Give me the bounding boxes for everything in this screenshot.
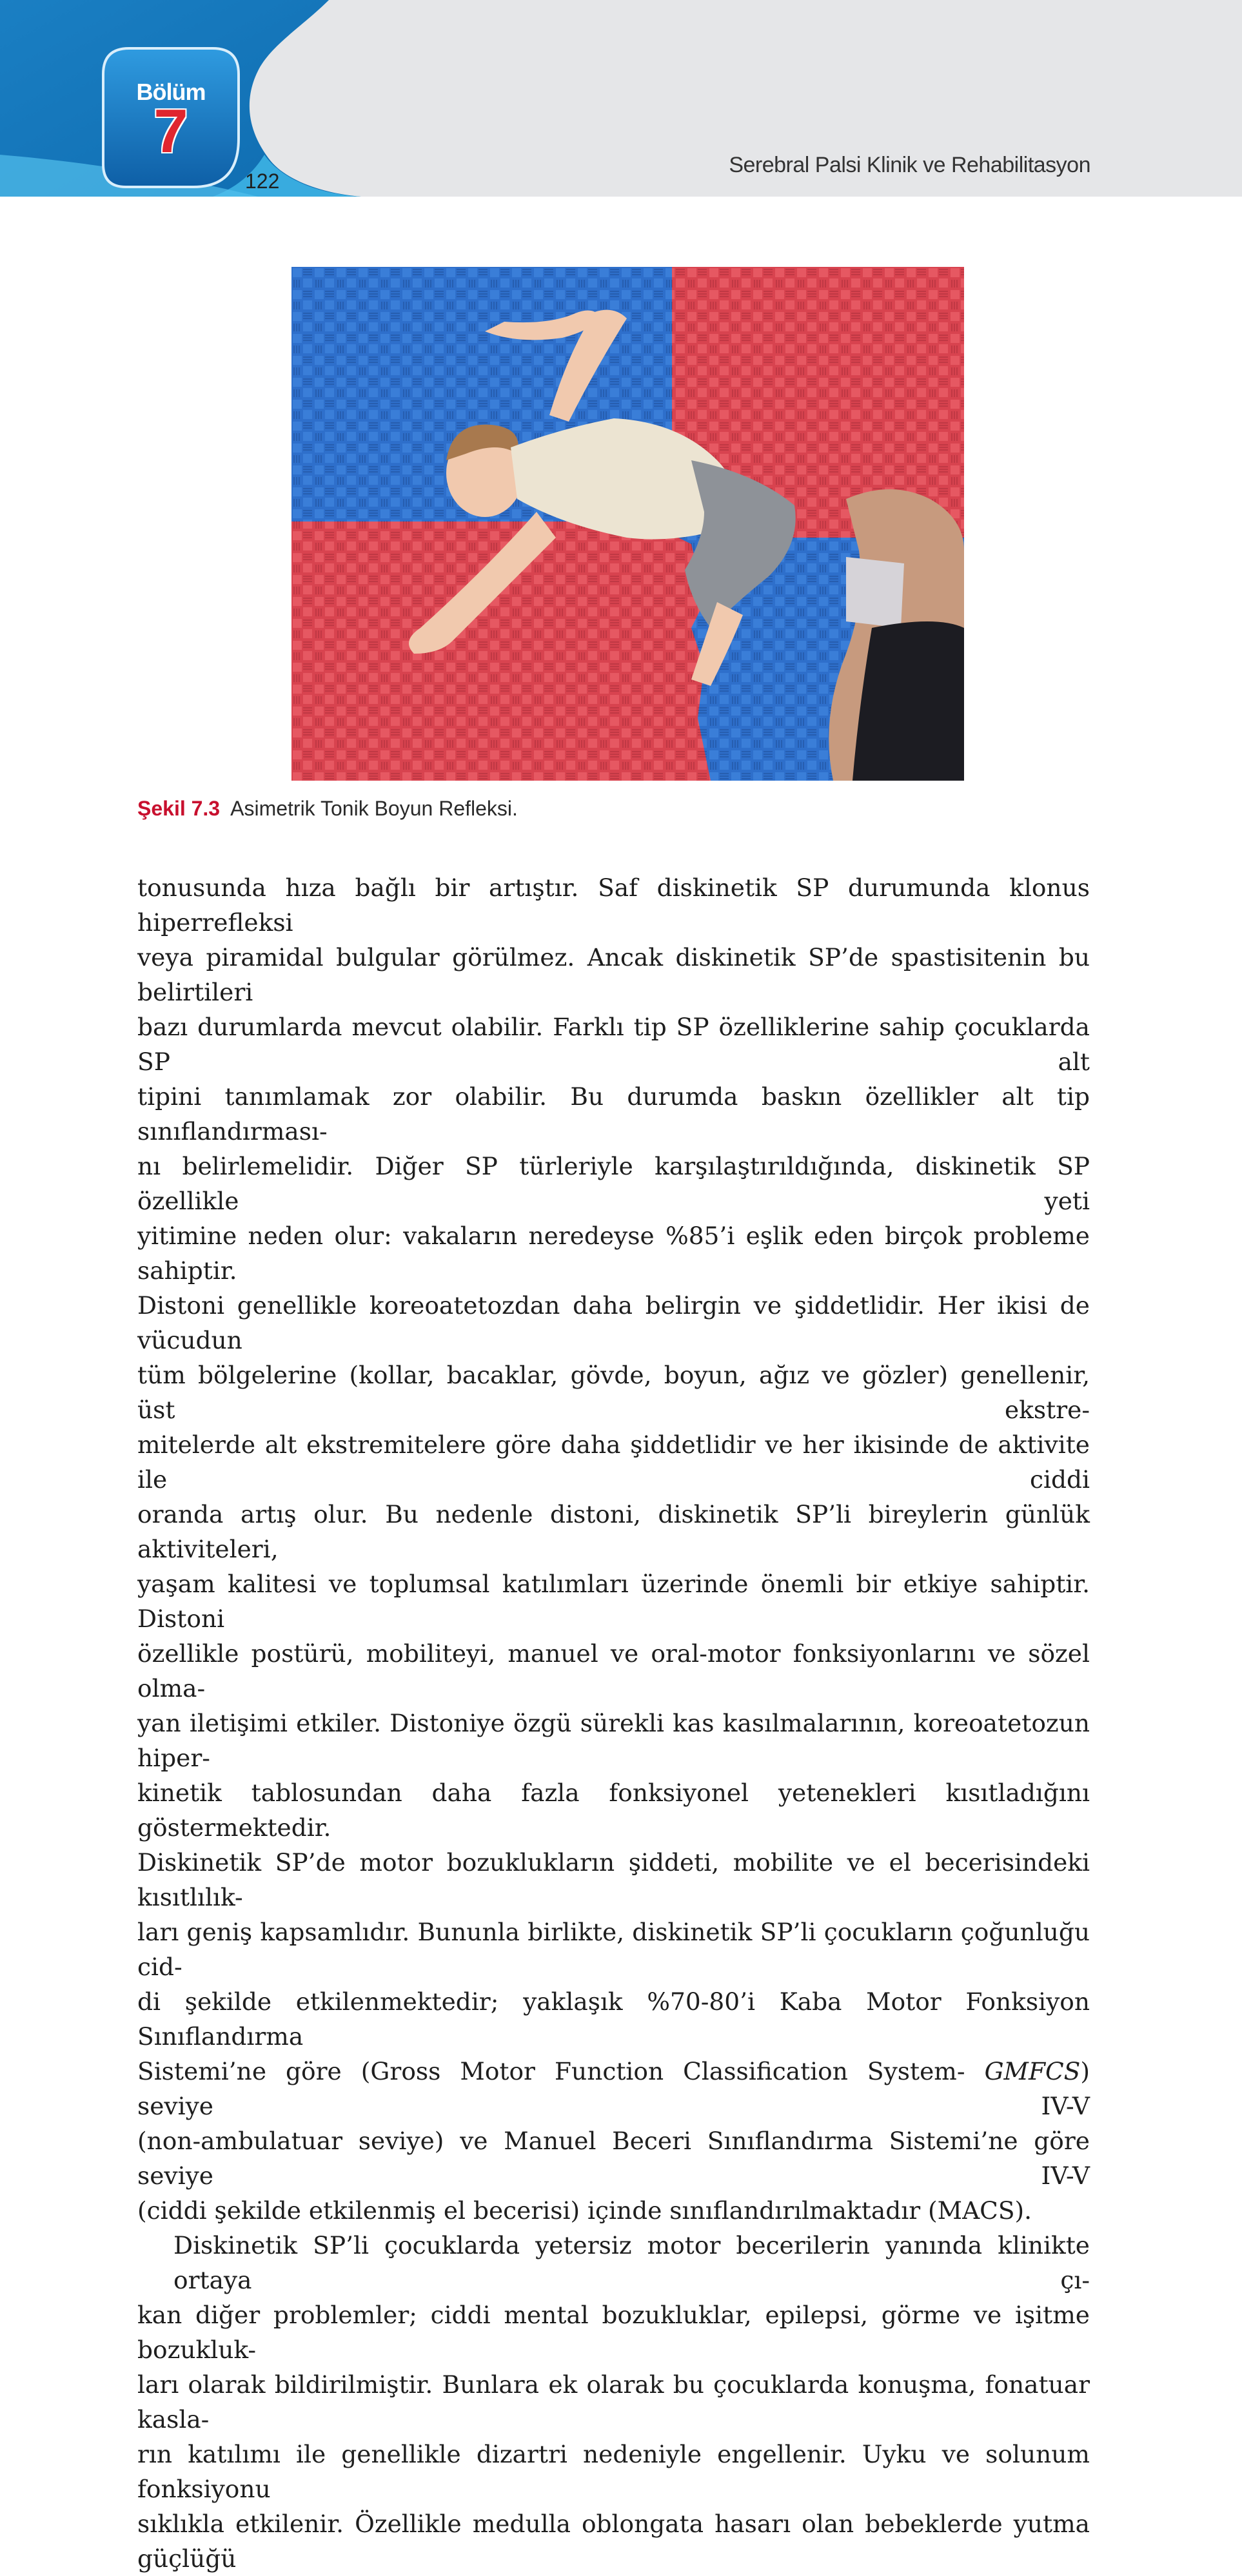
text-line: kan diğer problemler; ciddi mental bozukluklar, epilepsi, görme ve işitme bozukluk- [137,2301,1090,2364]
paragraph-end-line: (ciddi şekilde etkilenmiş el becerisi) içinde sınıflandırılmaktadır (MACS). [137,2196,1032,2225]
text-line: yitimine neden olur: vakaların neredeyse %85’i eşlik eden birçok probleme sahiptir. [137,1222,1090,1285]
text-line: rın katılımı ile genellikle dizartri nedeniyle engellenir. Uyku ve solunum fonksiyonu [137,2440,1090,2503]
text-line: yan iletişimi etkiler. Distoniye özgü sürekli kas kasılmalarının, koreoatetozun hiper- [137,1709,1090,1772]
text-line: ları geniş kapsamlıdır. Bununla birlikte, diskinetik SP’li çocukların çoğunluğu cid- [137,1918,1090,1981]
body-text [137,870,1090,2576]
caption-label: Şekil 7.3 [137,797,221,820]
text-line: Distoni genellikle koreoatetozdan daha belirgin ve şiddetlidir. Her ikisi de vücudun [137,1291,1090,1354]
figure-caption [137,797,518,821]
text-line: tüm bölgelerine (kollar, bacaklar, gövde, boyun, ağız ve gözler) genellenir, üst ekstre- [137,1361,1090,1424]
chapter-word: Bölüm [136,79,206,105]
text-line: mitelerde alt ekstremitelere göre daha şiddetlidir ve her ikisinde de aktivite ile ciddi [137,1430,1090,1494]
text-line: nı belirlemelidir. Diğer SP türleriyle karşılaştırıldığında, diskinetik SP özellikle yeti [137,1152,1090,1215]
chapter-badge [103,52,239,187]
text-line: di şekilde etkilenmektedir; yaklaşık %70-80’i Kaba Motor Fonksiyon Sınıflandırma [137,1987,1090,2051]
text-line: Diskinetik SP’li çocuklarda yetersiz motor becerilerin yanında klinikte ortaya çı- [173,2231,1090,2294]
text-line: tonusunda hıza bağlı bir artıştır. Saf diskinetik SP durumunda klonus hiperrefleksi [137,873,1090,937]
text-line: veya piramidal bulgular görülmez. Ancak diskinetik SP’de spastisitenin bu belirtileri [137,943,1090,1006]
text-line: tipini tanımlamak zor olabilir. Bu durumda baskın özellikler alt tip sınıflandırması- [137,1082,1090,1146]
page-number: 122 [245,170,280,193]
gmfcs-abbreviation: GMFCS [984,2057,1081,2085]
figure-photo [291,267,964,781]
text-line: sıklıkla etkilenir. Özellikle medulla oblongata hasarı olan bebeklerde yutma güçlüğü [137,2510,1090,2573]
text-line: kinetik tablosundan daha fazla fonksiyonel yetenekleri kısıtladığını göstermektedir. [137,1779,1090,1842]
text-line: Diskinetik SP’de motor bozuklukların şiddeti, mobilite ve el becerisindeki kısıtlılık- [137,1848,1090,1911]
text-line-gmfcs [137,2054,1090,2123]
text-fragment: ) seviye IV-V [137,2057,1090,2120]
text-fragment: Sistemi’ne göre (Gross Motor Function Classification System- [137,2057,985,2085]
chapter-number: 7 [153,97,188,166]
text-line: oranda artış olur. Bu nedenle distoni, diskinetik SP’li bireylerin günlük aktiviteleri, [137,1500,1090,1563]
text-line: (non-ambulatuar seviye) ve Manuel Beceri Sınıflandırma Sistemi’ne göre seviye IV-V [137,2127,1090,2190]
photo-child-on-mat-icon [291,267,964,781]
text-line: bazı durumlarda mevcut olabilir. Farklı tip SP özelliklerine sahip çocuklarda SP alt [137,1013,1090,1076]
text-line: ları olarak bildirilmiştir. Bunlara ek olarak bu çocuklarda konuşma, fonatuar kasla- [137,2370,1090,2434]
text-line: yaşam kalitesi ve toplumsal katılımları üzerinde önemli bir etkiye sahiptir. Distoni [137,1570,1090,1633]
running-title: Serebral Palsi Klinik ve Rehabilitasyon [729,153,1090,177]
caption-text: Asimetrik Tonik Boyun Refleksi. [230,797,518,820]
text-line: özellikle postürü, mobiliteyi, manuel ve oral-motor fonksiyonlarını ve sözel olma- [137,1639,1090,1703]
